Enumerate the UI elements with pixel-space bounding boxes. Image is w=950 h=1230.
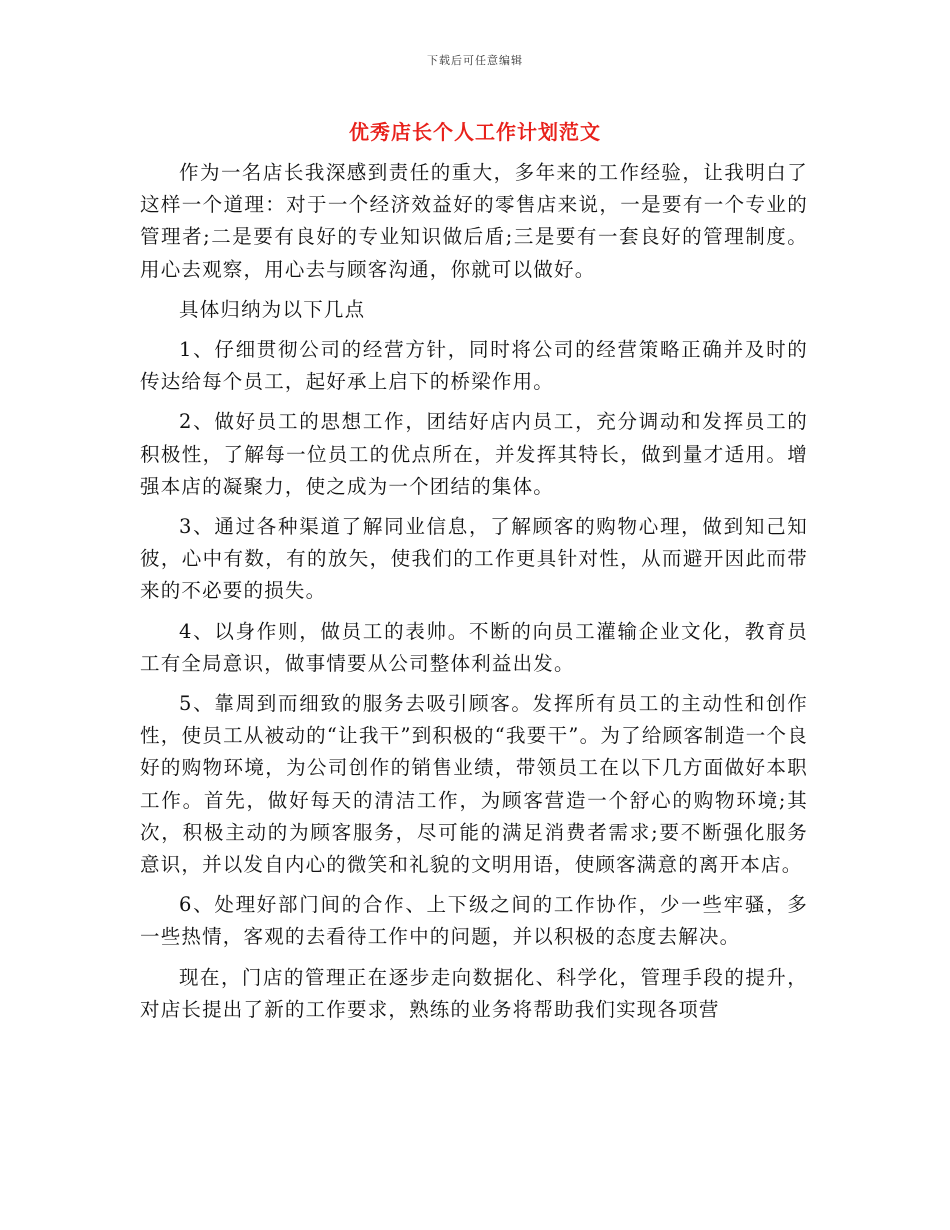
header-note: 下载后可任意编辑	[427, 54, 523, 67]
paragraph-point-2: 2、做好员工的思想工作，团结好店内员工，充分调动和发挥员工的积极性，了解每一位员工的优点所在，并发挥其特长，做到量才适用。增强本店的凝聚力，使之成为一个团结的集体。	[140, 410, 808, 498]
paragraph-intro: 作为一名店长我深感到责任的重大，多年来的工作经验，让我明白了这样一个道理：对于一个经济效益好的零售店来说，一是要有一个专业的管理者;二是要有良好的专业知识做后盾;三是要有一套良好的管理制度。用心去观察，用心去与顾客沟通，你就可以做好。	[140, 161, 808, 281]
paragraph-point-6: 6、处理好部门间的合作、上下级之间的工作协作，少一些牢骚，多一些热情，客观的去看待工作中的问题，并以积极的态度去解决。	[140, 893, 808, 949]
paragraph-point-3: 3、通过各种渠道了解同业信息，了解顾客的购物心理，做到知己知彼，心中有数，有的放矢，使我们的工作更具针对性，从而避开因此而带来的不必要的损失。	[140, 515, 808, 603]
document-body	[140, 157, 808, 1034]
paragraph-point-1: 1、仔细贯彻公司的经营方针，同时将公司的经营策略正确并及时的传达给每个员工，起好承上启下的桥梁作用。	[140, 338, 808, 394]
paragraph-closing: 现在，门店的管理正在逐步走向数据化、科学化，管理手段的提升，对店长提出了新的工作要求，熟练的业务将帮助我们实现各项营	[140, 965, 808, 1021]
paragraph-point-5: 5、靠周到而细致的服务去吸引顾客。发挥所有员工的主动性和创作性，使员工从被动的“让我干”到积极的“我要干”。为了给顾客制造一个良好的购物环境，为公司创作的销售业绩，带领员工在以下几方面做好本职工作。首先，做好每天的清洁工作，为顾客营造一个舒心的购物环境;其次，积极主动的为顾客服务，尽可能的满足消费者需求;要不断强化服务意识，并以发自内心的微笑和礼貌的文明用语，使顾客满意的离开本店。	[140, 692, 808, 877]
paragraph-summary-heading: 具体归纳为以下几点	[179, 297, 366, 321]
paragraph-point-4: 4、以身作则，做员工的表帅。不断的向员工灌输企业文化，教育员工有全局意识，做事情要从公司整体利益出发。	[140, 619, 808, 675]
document-title: 优秀店长个人工作计划范文	[349, 120, 601, 144]
